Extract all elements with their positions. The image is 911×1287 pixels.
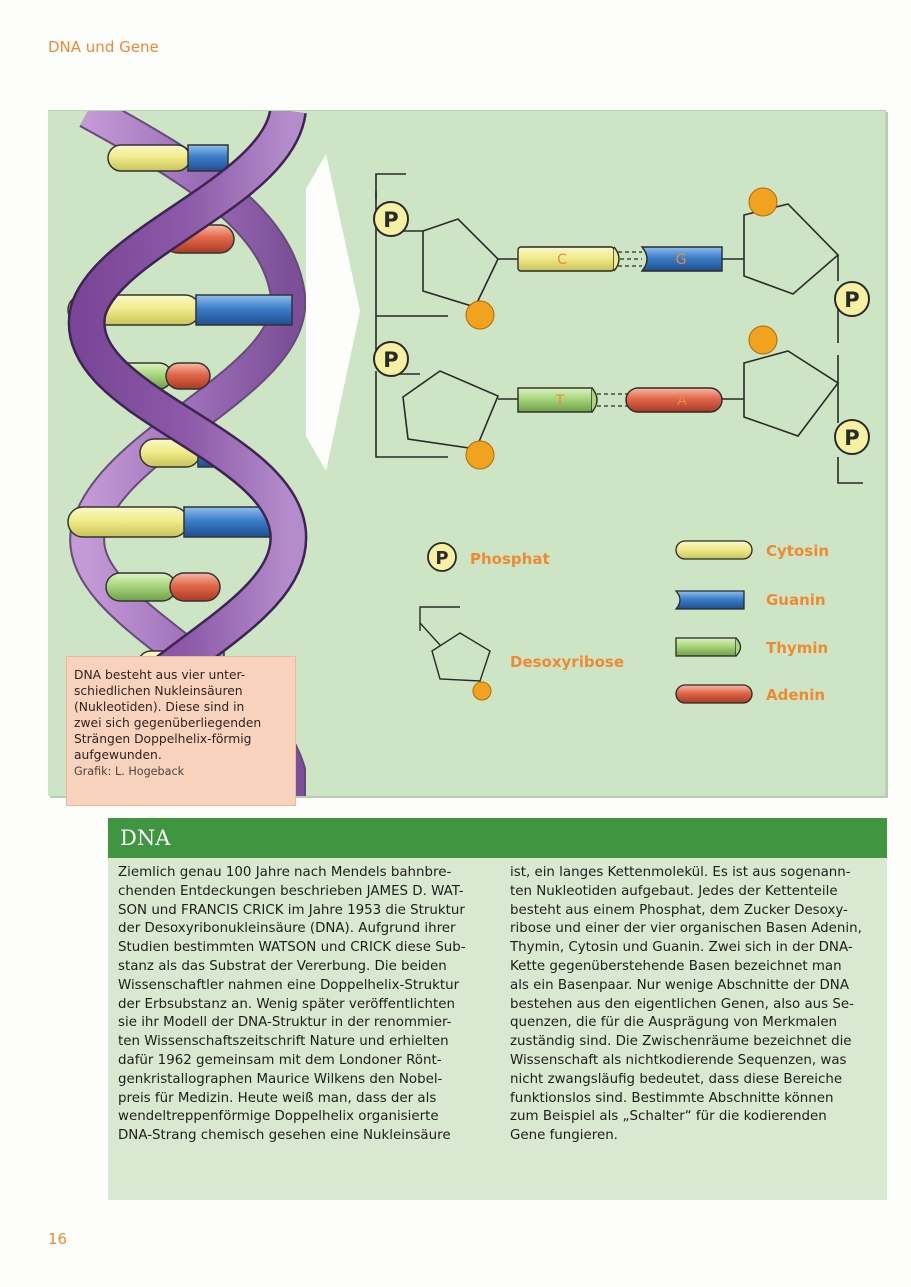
page-number: 16 [48, 1230, 68, 1248]
caption-text: DNA besteht aus vier unter- schiedlichen Nukleinsäuren (Nukleotiden). Diese sind in zwei sich gegenüberliegenden Strängen Doppelhelix-förmig aufgewunden. [74, 668, 262, 762]
deoxyribose-dot [749, 326, 777, 354]
nucleotide-schematic [376, 174, 863, 483]
legend-cytosine [676, 541, 829, 560]
helix-base-pair [108, 145, 228, 171]
phosphate-symbol [374, 342, 408, 376]
base-pair-c-g [518, 247, 722, 271]
legend-label-adenine: Adenin [766, 686, 826, 704]
deoxyribose-dot [749, 188, 777, 216]
caption-credit: Grafik: L. Hogeback [74, 765, 185, 778]
article-heading: DNA [108, 818, 887, 858]
base-letter-a: A [677, 393, 687, 409]
legend-adenine [676, 685, 825, 704]
phosphate-letter: P [844, 426, 860, 450]
base-letter-c: C [557, 252, 567, 268]
base-letter-g: G [675, 252, 687, 268]
dna-article [108, 818, 887, 1200]
phosphate-letter: P [435, 548, 449, 569]
deoxyribose-dot [466, 301, 494, 329]
deoxyribose-dot [466, 441, 494, 469]
figure-caption [66, 656, 296, 806]
legend-label-phosphate: Phosphat [470, 550, 550, 568]
legend-label-guanine: Guanin [766, 591, 826, 609]
legend [420, 541, 829, 704]
arrow-shape [306, 154, 360, 471]
article-column-left: Ziemlich genau 100 Jahre nach Mendels bahnbre- chenden Entdeckungen beschrieben JAMES D. WAT- SON und FRANCIS CRICK im Jahre 1953 die Struktur der Desoxyribonukleinsäure (DNA). Aufgrund ihrer Studien bestimmten WATSON und CRICK diese Sub- stanz als das Substrat der Vererbung. Die beiden Wissenschaftler nahmen eine Doppelhelix-Struktur der Erbsubstanz an. Wenig später veröffentlichten sie ihr Modell der DNA-Struktur in der renommier- ten Wissenschaftszeitschrift Nature und erhielten dafür 1962 gemeinsam mit dem Londoner Rönt- genkristallographen Maurice Wilkens den Nobel- preis für Medizin. Heute weiß man, dass der als wendeltreppenförmige Doppelhelix organisierte DNA-Strang chemisch gesehen eine Nukleinsäure [118, 865, 466, 1144]
legend-label-cytosine: Cytosin [766, 542, 830, 560]
base-pair-t-a [518, 388, 722, 412]
legend-guanine [676, 591, 826, 609]
phosphate-letter: P [844, 288, 860, 312]
helix-base-pair [106, 573, 220, 601]
legend-phosphate [428, 543, 550, 571]
phosphate-symbol [374, 202, 408, 236]
legend-label-thymine: Thymin [766, 639, 829, 657]
phosphate-symbol [835, 282, 869, 316]
legend-label-deoxyribose: Desoxyribose [510, 653, 624, 671]
helix-base-pair [68, 507, 288, 537]
legend-thymine [676, 638, 828, 657]
phosphate-symbol [835, 420, 869, 454]
running-title: DNA und Gene [48, 38, 159, 56]
phosphate-letter: P [383, 208, 399, 232]
article-column-right: ist, ein langes Kettenmolekül. Es ist aus sogenann- ten Nukleotiden aufgebaut. Jedes der Kettenteile besteht aus einem Phosphat, dem Zucker Desoxy- ribose und einer der vier organischen Basen Adenin, Thymin, Cytosin und Guanin. Zwei sich in der DNA- Kette gegenüberstehende Basen bezeichnet man als ein Basenpaar. Nur wenige Abschnitte der DNA bestehen aus den eigentlichen Genen, also aus Se- quenzen, die für die Ausprägung von Merkmalen zuständig sind. Die Zwischenräume bezeichnet die Wissenschaft als nichtkodierende Sequenzen, was nicht zwangsläufig bedeutet, dass diese Bereiche funktionslos sind. Bestimmte Abschnitte können zum Beispiel als „Schalter“ für die kodierenden Gene fungieren. [510, 865, 862, 1144]
legend-deoxyribose [420, 607, 624, 700]
base-letter-t: T [555, 393, 565, 409]
phosphate-letter: P [383, 348, 399, 372]
